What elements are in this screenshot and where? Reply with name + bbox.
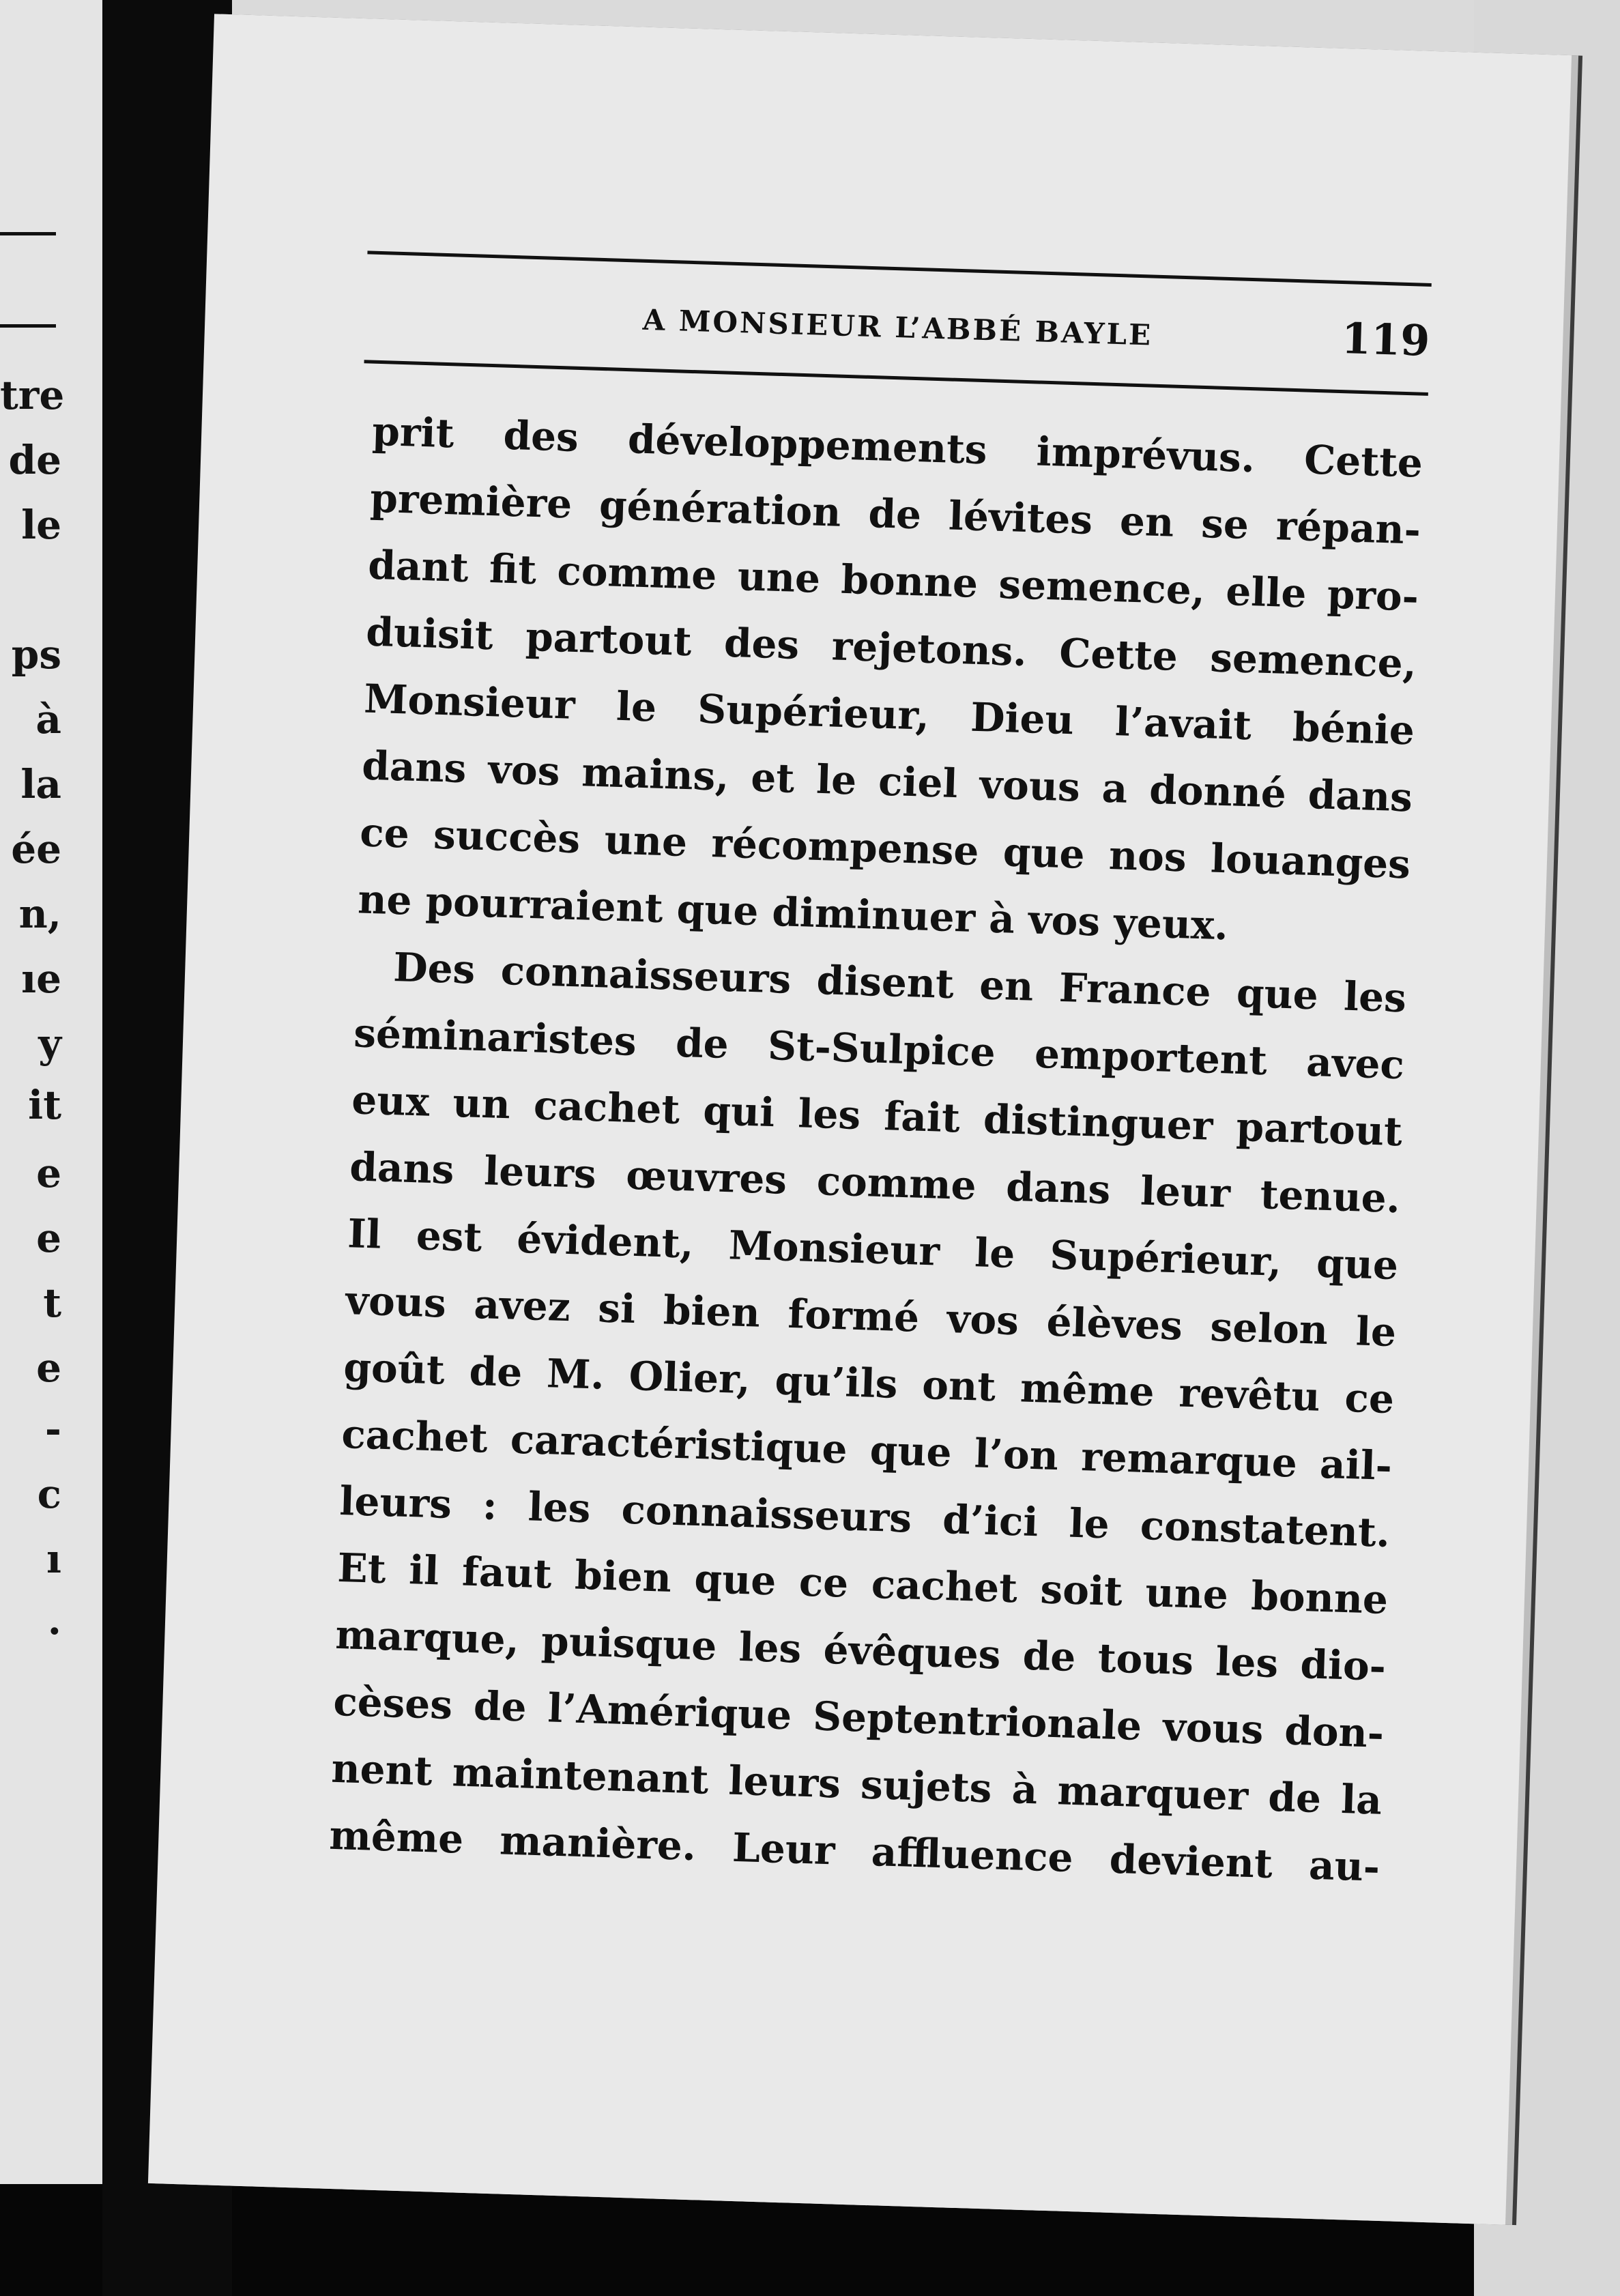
- facing-page-text-fragment: de: [8, 437, 61, 483]
- facing-page-text-fragment: ps: [11, 631, 61, 678]
- text-line: dant fit comme une bonne semence, elle pro-: [367, 541, 1419, 620]
- facing-page-rule: [0, 232, 56, 235]
- text-line: dans leurs œuvres comme dans leur tenue.: [349, 1143, 1401, 1222]
- page-number: 119: [1340, 313, 1431, 366]
- text-line: goût de M. Olier, qu’ils ont même revêtu ce: [343, 1344, 1395, 1423]
- facing-page-text-fragment: e: [36, 1345, 61, 1391]
- text-line: première génération de lévites en se répan-: [369, 474, 1421, 554]
- text-line: marque, puisque les évêques de tous les dio-: [334, 1611, 1387, 1690]
- text-line: ce succès une récompense que nos louanges: [359, 809, 1411, 888]
- running-header: [364, 250, 1432, 413]
- text-line: dans vos mains, et le ciel vous a donné dans: [361, 742, 1413, 821]
- facing-page-text-fragment: .: [47, 1597, 61, 1644]
- facing-page-text-fragment: t: [43, 1280, 61, 1326]
- running-title: A MONSIEUR L’ABBÉ BAYLE: [642, 302, 1153, 352]
- facing-page-text-fragment: à: [35, 696, 61, 743]
- text-line: même manière. Leur affluence devient au-: [328, 1811, 1380, 1891]
- text-line: eux un cachet qui les fait distinguer partout: [351, 1076, 1403, 1156]
- text-line: Et il faut bien que ce cachet soit une bonne: [336, 1544, 1389, 1623]
- text-line: Il est évident, Monsieur le Supérieur, que: [347, 1210, 1399, 1289]
- facing-page-text-fragment: n,: [18, 891, 61, 937]
- facing-page-text-fragment: la: [20, 761, 61, 807]
- text-line: vous avez si bien formé vos élèves selon le: [345, 1277, 1397, 1356]
- facing-page-text-fragment: tre: [0, 372, 65, 418]
- facing-page-text-fragment: ıe: [21, 956, 61, 1002]
- facing-page-text-fragment: ı: [46, 1536, 61, 1582]
- text-line: Monsieur le Supérieur, Dieu l’avait bénie: [363, 675, 1415, 754]
- paragraph-first-line: Des connaisseurs disent en France que les: [392, 944, 1407, 1022]
- text-line: cachet caractéristique que l’on remarque ail-: [341, 1411, 1393, 1490]
- facing-page-text-fragment: ée: [11, 826, 61, 872]
- facing-page-text-fragment: it: [28, 1082, 61, 1128]
- facing-page-text-fragment: y: [38, 1020, 61, 1067]
- facing-page-text-fragment: e: [36, 1215, 61, 1261]
- facing-page-text-fragment: le: [21, 502, 61, 548]
- text-line: ne pourraient que diminuer à vos yeux.: [357, 876, 1229, 949]
- facing-page-text-fragment: e: [36, 1150, 61, 1196]
- header-rule-top: [367, 250, 1431, 287]
- facing-page-rule: [0, 324, 56, 328]
- text-line: leurs : les connaisseurs d’ici le constatent.: [338, 1477, 1391, 1556]
- text-line: duisit partout des rejetons. Cette semence,: [365, 608, 1417, 687]
- text-line: cèses de l’Amérique Septentrionale vous don-: [332, 1678, 1385, 1757]
- text-line: séminaristes de St-Sulpice emportent avec: [353, 1009, 1405, 1089]
- page-body: [328, 398, 1423, 1901]
- book-page: [148, 14, 1572, 2224]
- text-line: prit des développements imprévus. Cette: [371, 407, 1423, 487]
- facing-page-text-fragment: c: [37, 1471, 61, 1517]
- facing-page-text-fragment: -: [44, 1406, 61, 1452]
- header-rule-bottom: [364, 360, 1428, 396]
- text-line: nent maintenant leurs sujets à marquer de la: [330, 1745, 1383, 1824]
